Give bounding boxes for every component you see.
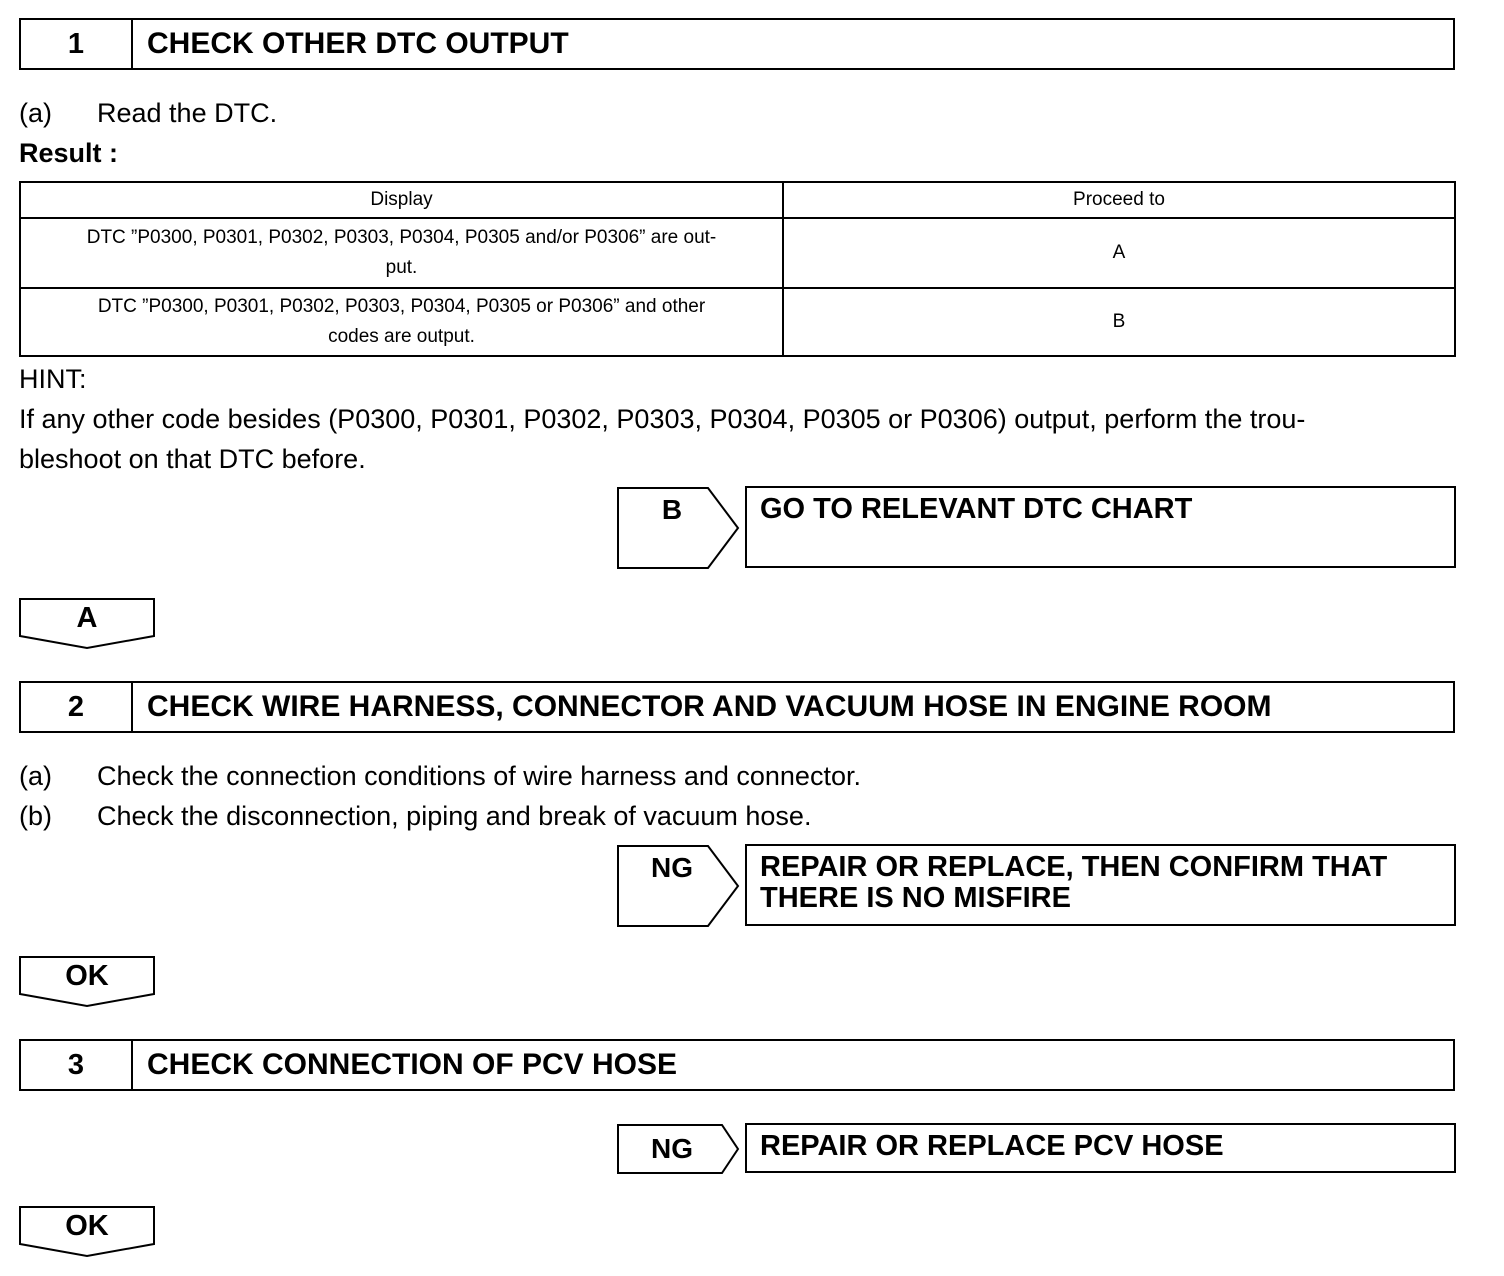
step-title: CHECK WIRE HARNESS, CONNECTOR AND VACUUM HOSE IN ENGINE ROOM (147, 690, 1272, 723)
continue-arrow (19, 956, 155, 1006)
step-1-header (19, 18, 1455, 70)
instruction-label: (b) (19, 801, 52, 831)
table-header-row (20, 182, 1455, 218)
hint-text-line2: bleshoot on that DTC before. (19, 444, 366, 474)
continue-arrow (19, 598, 155, 648)
branch-action: REPAIR OR REPLACE PCV HOSE (745, 1123, 1456, 1173)
table-cell-proceed: B (783, 288, 1455, 356)
step-title: CHECK OTHER DTC OUTPUT (147, 27, 569, 60)
table-cell-proceed: A (783, 218, 1455, 288)
continue-arrow (19, 1206, 155, 1256)
instruction-label: (a) (19, 98, 52, 128)
branch-label: B (661, 494, 683, 525)
column-header-proceed: Proceed to (783, 182, 1455, 218)
instruction-text: Check the disconnection, piping and break of vacuum hose. (97, 801, 812, 831)
step-3-header (19, 1039, 1455, 1091)
continue-label: OK (65, 959, 109, 992)
instruction-label: (a) (19, 761, 52, 791)
step-number: 3 (21, 1041, 133, 1089)
column-header-display: Display (20, 182, 783, 218)
table-cell-display: DTC ”P0300, P0301, P0302, P0303, P0304, P0305 and/or P0306” are out- put. (20, 218, 783, 288)
branch-action: GO TO RELEVANT DTC CHART (745, 486, 1456, 568)
instruction-text: Read the DTC. (97, 98, 278, 128)
instruction-text: Check the connection conditions of wire harness and connector. (97, 761, 861, 791)
table-row (20, 218, 1455, 288)
branch-label: NG (651, 1133, 693, 1164)
continue-label: A (76, 601, 98, 634)
step-number: 1 (21, 20, 133, 68)
continue-label: OK (65, 1209, 109, 1242)
table-row (20, 288, 1455, 356)
result-heading: Result : (19, 138, 119, 168)
hint-label: HINT: (19, 364, 87, 394)
instruction-b (19, 801, 811, 832)
branch-label: NG (651, 852, 693, 883)
branch-action: REPAIR OR REPLACE, THEN CONFIRM THAT THERE IS NO MISFIRE (745, 844, 1456, 926)
step-2-header (19, 681, 1455, 733)
table-cell-display: DTC ”P0300, P0301, P0302, P0303, P0304, P0305 or P0306” and other codes are output. (20, 288, 783, 356)
hint-text-line1: If any other code besides (P0300, P0301, P0302, P0303, P0304, P0305 or P0306) output, perform the trou- (19, 404, 1306, 434)
step-title: CHECK CONNECTION OF PCV HOSE (147, 1048, 678, 1081)
instruction-a (19, 761, 861, 792)
result-table (19, 181, 1456, 357)
instruction-a (19, 98, 277, 129)
step-number: 2 (21, 683, 133, 731)
